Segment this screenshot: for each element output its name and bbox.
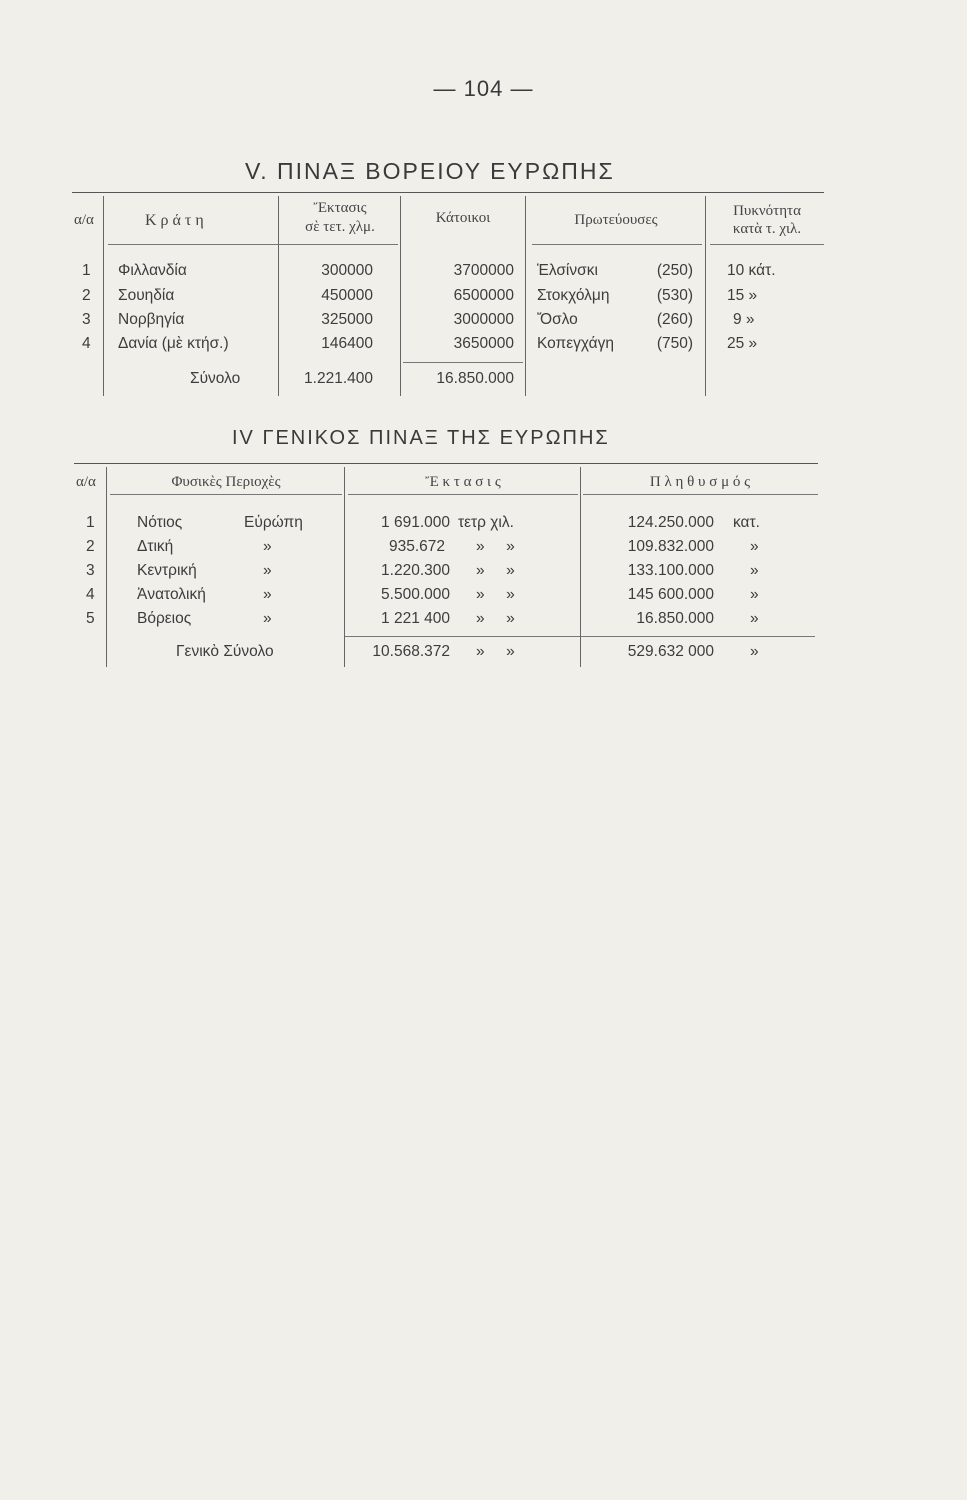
table-iv-col-divider (106, 467, 107, 667)
table-iv-total-area-unit: » » (476, 643, 515, 660)
table-iv-region-suffix: » (263, 538, 272, 555)
table-iv-region: Δτική (137, 538, 174, 555)
table-v-sum-rule (403, 362, 523, 363)
table-v-inhabitants: 3650000 (453, 335, 514, 352)
table-v-density: 15 » (727, 287, 758, 304)
table-v-area: 146400 (321, 335, 373, 352)
table-v-state: Σουηδία (118, 287, 175, 304)
table-iv-header-regions: Φυσικὲς Περιοχὲς (171, 474, 281, 490)
table-v-state: Νορβηγία (118, 311, 185, 328)
header-inhabitants: Κάτοικοι (435, 210, 491, 226)
table-iv-area-unit: τετρ χιλ. (458, 514, 514, 531)
table-iv-row-number: 3 (86, 562, 95, 579)
header-density-line2: κατὰ τ. χιλ. (732, 221, 802, 237)
table-iv-region-suffix: » (263, 610, 272, 627)
header-area-line1: Ἔκτασις (313, 200, 367, 216)
table-iv-top-rule (74, 463, 818, 464)
table-iv-area: 1.220.300 (381, 562, 450, 579)
table-iv-pop-unit: » (750, 586, 759, 603)
table-iv-region-suffix: » (263, 586, 272, 603)
table-iv-col-divider (580, 467, 581, 667)
table-iv-area-unit: » » (476, 610, 515, 627)
table-v-row-number: 4 (82, 335, 91, 352)
table-iv-total-pop-unit: » (750, 643, 759, 660)
table-v-row-number: 3 (82, 311, 91, 328)
header-capitals: Πρωτεύουσες (574, 212, 658, 228)
table-iv-row-number: 4 (86, 586, 95, 603)
table-iv-population: 16.850.000 (636, 610, 714, 627)
table-v-capital: Στοκχόλμη (537, 287, 610, 304)
table-iv-row-number: 5 (86, 610, 95, 627)
table-v-density: 25 » (727, 335, 758, 352)
table-iv-population: 124.250.000 (627, 514, 714, 531)
table-iv-region: Νότιος (137, 514, 183, 531)
table-v-inhabitants: 3700000 (453, 262, 514, 279)
table-iv-area: 1 221 400 (381, 610, 450, 627)
table-v-total-label: Σύνολο (190, 370, 241, 387)
page-number: — 104 — (433, 76, 534, 101)
table-v-capital-pop: (530) (656, 287, 693, 304)
table-iv-header-rule-area (348, 494, 578, 495)
table-v-capital-pop: (250) (656, 262, 693, 279)
table-v-inhabitants: 3000000 (453, 311, 514, 328)
table-v-header-rule (108, 244, 398, 245)
table-v-col-divider (278, 196, 279, 396)
table-v-col-divider (705, 196, 706, 396)
table-v-col-divider (525, 196, 526, 396)
table-v-density: 9 » (733, 311, 755, 328)
table-iv-area: 935.672 (388, 538, 445, 555)
table-iv-col-divider (344, 467, 345, 667)
table-v-capital: Κοπεγχάγη (537, 335, 614, 352)
table-iv-total-area: 10.568.372 (372, 643, 450, 660)
table-v-header-rule-right (532, 244, 702, 245)
table-iv-region: Ἀνατολική (137, 586, 206, 603)
table-iv-region-suffix: Εὐρώπη (244, 514, 303, 531)
table-iv-area-unit: » » (476, 586, 515, 603)
table-iv-population: 133.100.000 (627, 562, 714, 579)
header-density-line1: Πυκνότητα (733, 203, 801, 219)
table-iv-region: Βόρειος (137, 610, 192, 627)
table-iv-area-unit: » » (476, 562, 515, 579)
table-v-capital: Ἑλσίνσκι (537, 262, 598, 279)
table-v-col-divider (400, 196, 401, 396)
table-v-header-rule-density (710, 244, 824, 245)
table-iv-header-population: Π λ η θ υ σ μ ό ς (649, 474, 751, 490)
table-iv-pop-unit: » (750, 610, 759, 627)
table-iv-region-suffix: » (263, 562, 272, 579)
table-iv-area: 5.500.000 (381, 586, 450, 603)
table-v-density: 10 κάτ. (727, 262, 776, 279)
table-v-row-number: 1 (82, 262, 91, 279)
table-iv-row-number: 2 (86, 538, 95, 555)
table-iv-header-aa: α/α (76, 474, 96, 490)
table-iv-population: 145 600.000 (627, 586, 714, 603)
table-v-capital-pop: (750) (656, 335, 693, 352)
table-iv-region: Κεντρική (137, 562, 197, 579)
table-iv-population: 109.832.000 (627, 538, 714, 555)
table-iv-area-unit: » » (476, 538, 515, 555)
table-v-area: 450000 (321, 287, 373, 304)
table-v-row-number: 2 (82, 287, 91, 304)
table-v-title: V. ΠΙΝΑΞ ΒΟΡΕΙΟΥ ΕΥΡΩΠΗΣ (245, 158, 615, 184)
table-iv-area: 1 691.000 (381, 514, 450, 531)
table-iv-row-number: 1 (86, 514, 95, 531)
table-v-state: Φιλλανδία (118, 262, 187, 279)
table-iv-header-rule-pop (583, 494, 818, 495)
table-v-capital: Ὄσλο (537, 311, 578, 328)
table-v-area: 300000 (321, 262, 373, 279)
table-v-col-divider (103, 196, 104, 396)
table-iv-pop-unit: » (750, 538, 759, 555)
header-states: Κ ρ ά τ η (145, 212, 204, 229)
table-iv-header-rule (110, 494, 342, 495)
header-aa: α/α (74, 212, 94, 228)
table-v-total-inhabitants: 16.850.000 (436, 370, 514, 387)
table-iv-pop-unit: κατ. (733, 514, 760, 531)
table-v-top-rule (72, 192, 824, 193)
table-v-inhabitants: 6500000 (453, 287, 514, 304)
header-area-line2: σὲ τετ. χλμ. (305, 219, 375, 235)
table-iv-header-area: Ἔ κ τ α σ ι ς (425, 474, 501, 490)
table-v-total-area: 1.221.400 (304, 370, 373, 387)
table-iv-total-population: 529.632 000 (627, 643, 714, 660)
table-iv-title: IV ΓΕΝΙΚΟΣ ΠΙΝΑΞ ΤΗΣ ΕΥΡΩΠΗΣ (232, 427, 610, 449)
table-v-state: Δανία (μὲ κτήσ.) (118, 335, 229, 352)
table-iv-total-label: Γενικὸ Σύνολο (176, 643, 274, 660)
table-v-capital-pop: (260) (656, 311, 693, 328)
table-iv-pop-unit: » (750, 562, 759, 579)
table-v-area: 325000 (321, 311, 373, 328)
